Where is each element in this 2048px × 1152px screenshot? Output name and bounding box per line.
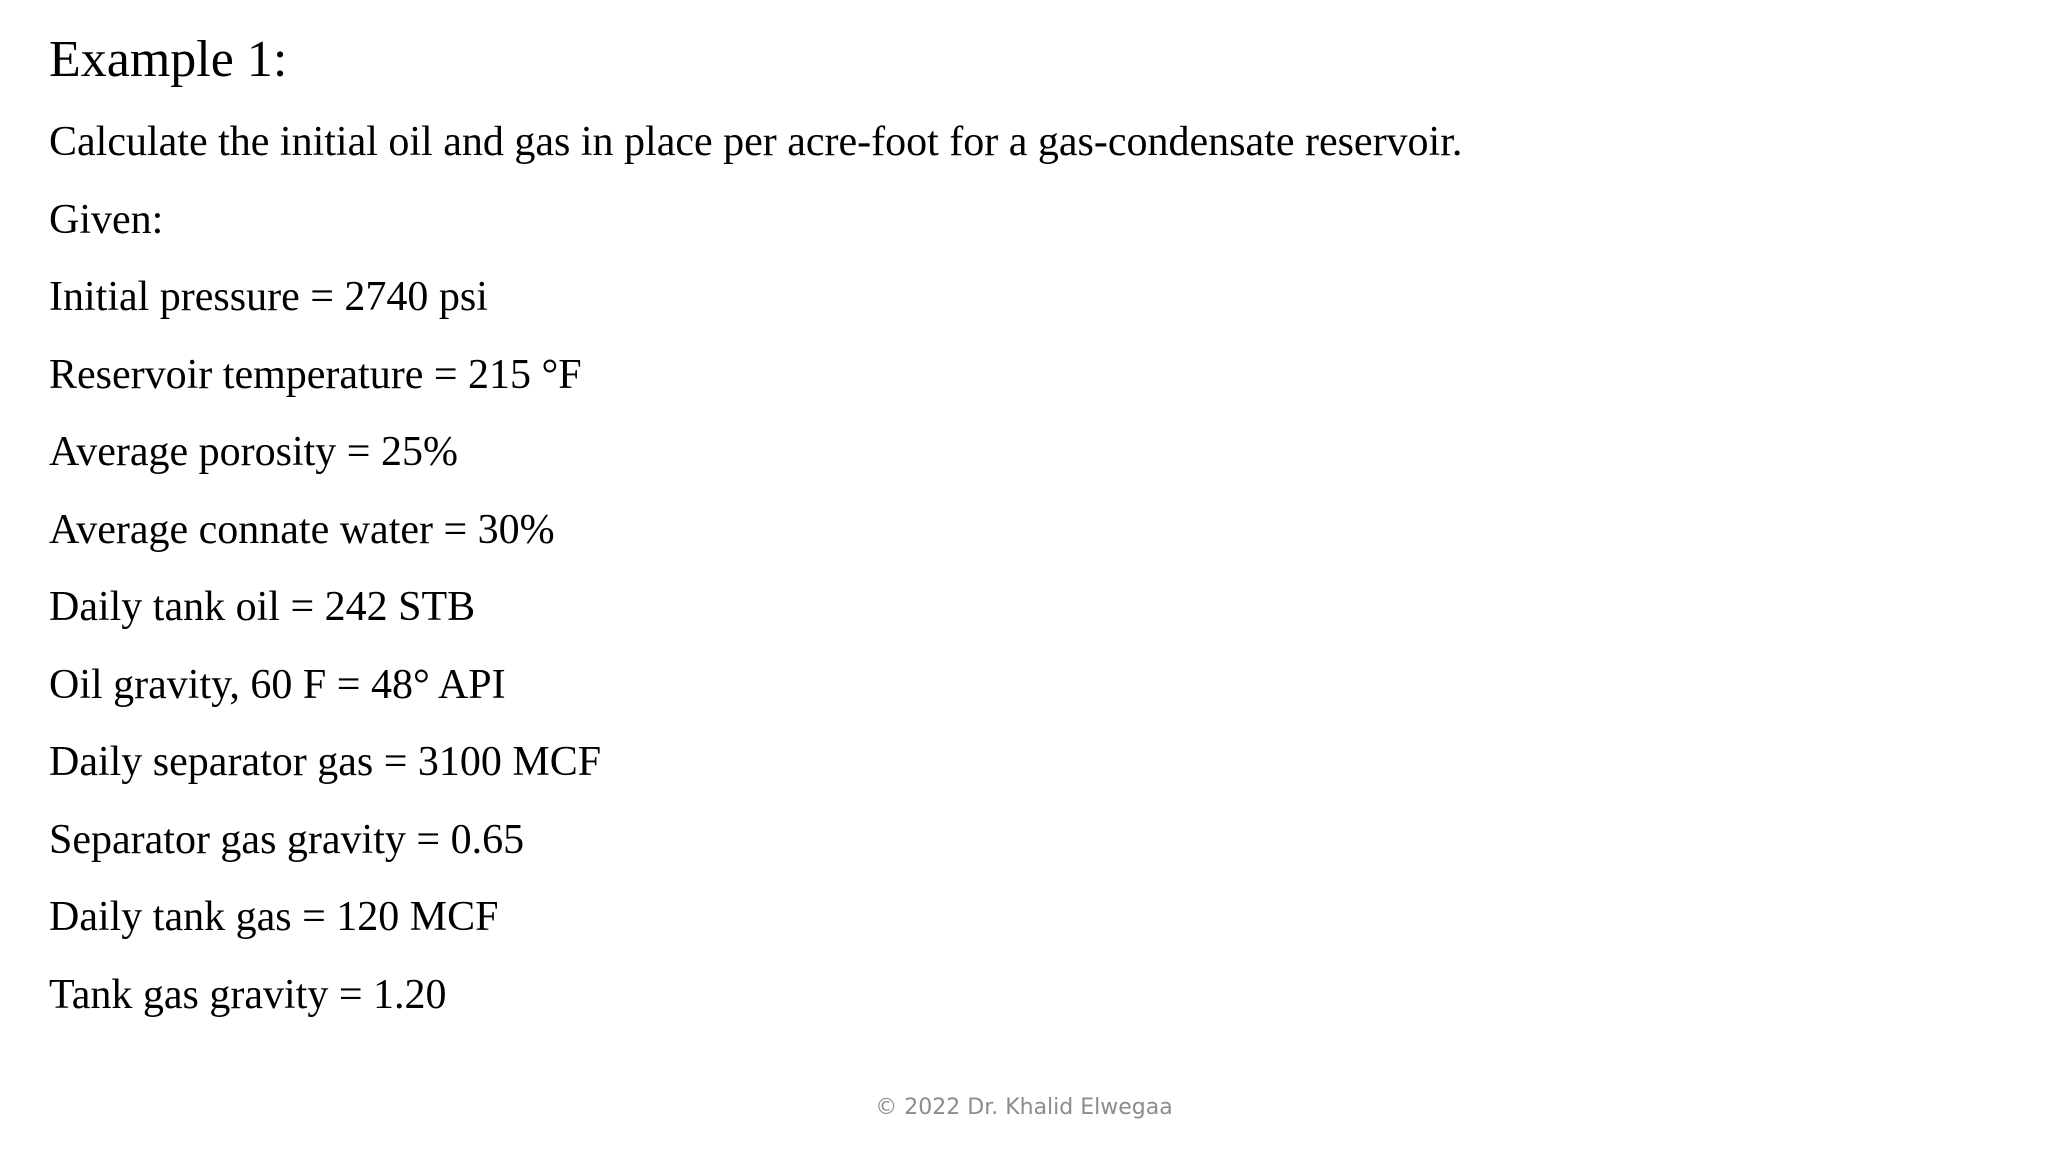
given-item-daily-separator-gas: Daily separator gas = 3100 MCF [49,739,602,785]
given-item-average-porosity: Average porosity = 25% [49,429,458,475]
given-item-separator-gas-gravity: Separator gas gravity = 0.65 [49,816,525,863]
given-item-oil-gravity: Oil gravity, 60 F = 48° API [49,661,506,708]
copyright-footer: © 2022 Dr. Khalid Elwegaa [875,1095,1173,1120]
problem-statement: Calculate the initial oil and gas in place per acre-foot for a gas-condensate reservoir. [49,119,1463,165]
given-item-tank-gas-gravity: Tank gas gravity = 1.20 [49,971,447,1018]
slide-title: Example 1: [49,31,288,88]
given-item-daily-tank-gas: Daily tank gas = 120 MCF [49,894,499,940]
given-heading: Given: [49,196,164,243]
given-item-connate-water: Average connate water = 30% [49,506,555,553]
given-item-reservoir-temperature: Reservoir temperature = 215 °F [49,351,582,398]
slide-body [49,112,1462,1042]
given-item-daily-tank-oil: Daily tank oil = 242 STB [49,584,476,630]
given-item-initial-pressure: Initial pressure = 2740 psi [49,274,488,320]
